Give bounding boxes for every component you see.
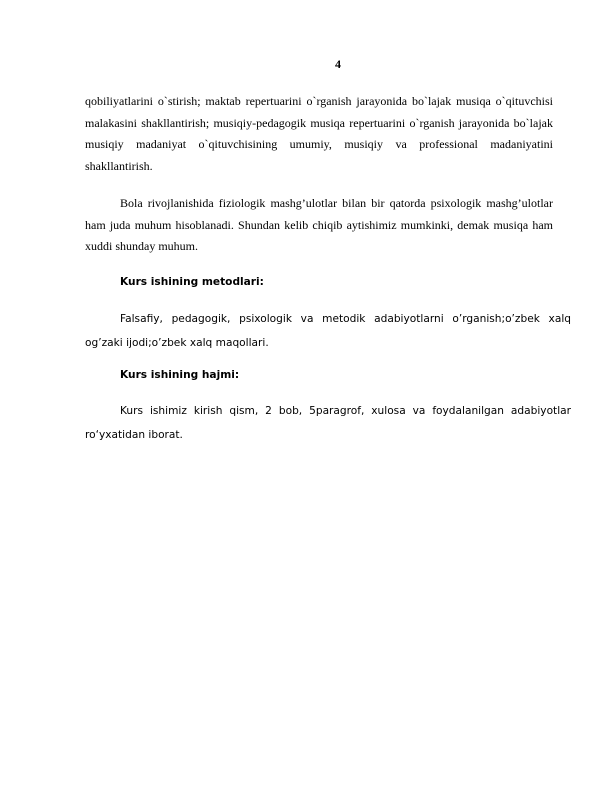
heading-volume: Kurs ishining hajmi: <box>120 369 240 381</box>
paragraph-goals-text: qobiliyatlarini o`stirish; maktab repertuarini o`rganish jarayonida bo`lajak musiqa o`qituvchisi malakasini shakllantirish; musiqiy-pedagogik musiqa repertuarini o`rganish jarayonida bo`lajak musiqiy madaniyat o`qituvchisining umumiy, musiqiy va professional madaniyatini shakllantirish. <box>85 94 553 173</box>
heading-methods: Kurs ishining metodlari: <box>120 276 264 288</box>
paragraph-volume: Kurs ishimiz kirish qism, 2 bob, 5paragrof, xulosa va foydalanilgan adabiyotlar ro‘yxatidan iborat. <box>85 405 571 441</box>
paragraph-methods: Falsafiy, pedagogik, psixologik va metodik adabiyotlarni o’rganish;o’zbek xalq og’zaki ijodi;o’zbek xalq maqollari. <box>85 313 571 349</box>
paragraph-psychology <box>85 193 553 258</box>
paragraph-psychology-text: Bola rivojlanishida fiziologik mashg’ulotlar bilan bir qatorda psixologik mashg’ulotlar ham juda muhum hisoblanadi. Shundan kelib chiqib aytishimiz mumkinki, demak musiqa ham xuddi shunday muhum. <box>85 196 553 254</box>
paragraph-goals <box>85 91 553 177</box>
page-number: 4 <box>335 57 341 71</box>
